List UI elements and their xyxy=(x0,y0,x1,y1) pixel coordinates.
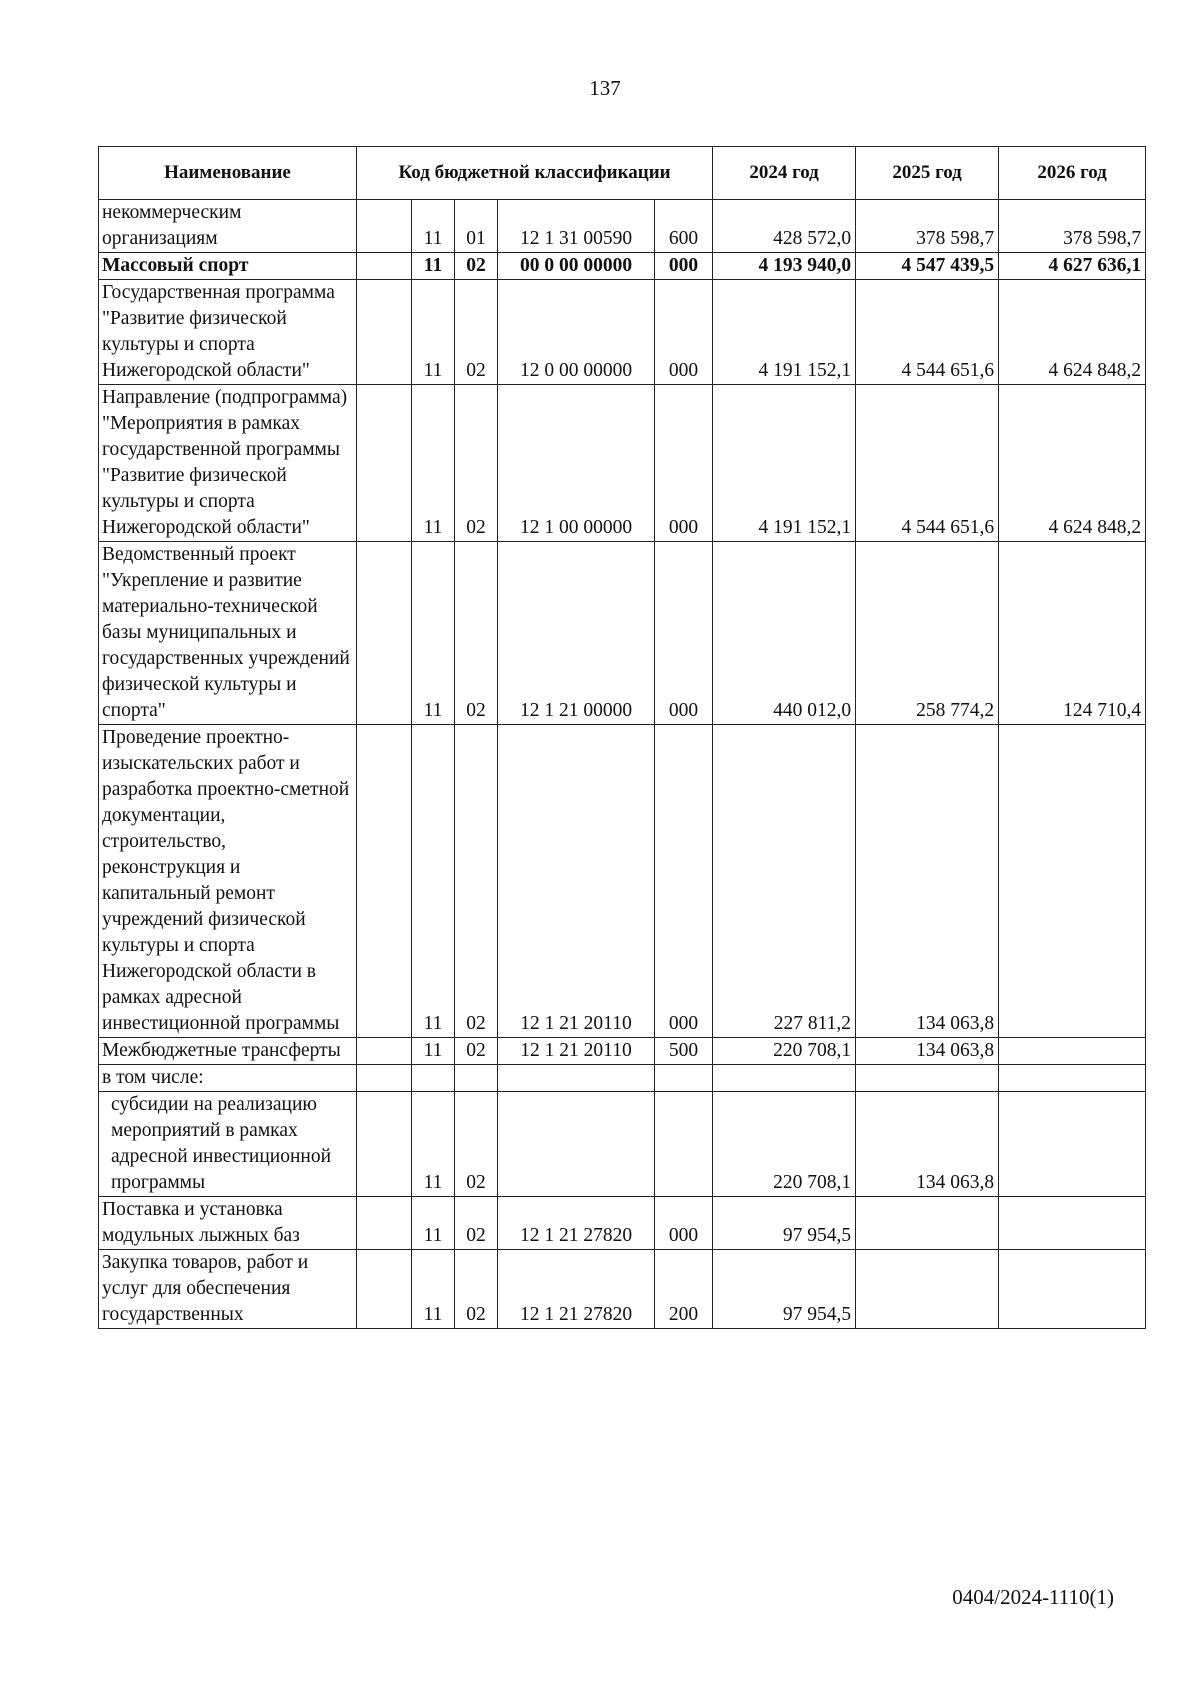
value-2026: 4 624 848,2 xyxy=(999,385,1146,542)
value-2024: 227 811,2 xyxy=(713,725,856,1038)
row-name: Межбюджетные трансферты xyxy=(99,1038,357,1065)
code-blank-cell xyxy=(357,1092,412,1197)
header-name: Наименование xyxy=(99,147,357,200)
code-section: 11 xyxy=(412,1197,455,1250)
code-expense-type: 000 xyxy=(655,1197,713,1250)
document-number: 0404/2024-1110(1) xyxy=(952,1585,1114,1609)
value-2024: 4 193 940,0 xyxy=(713,253,856,280)
table-row xyxy=(99,1197,1146,1250)
value-2025: 4 544 651,6 xyxy=(856,385,999,542)
code-expense-type: 000 xyxy=(655,725,713,1038)
table-row xyxy=(99,253,1146,280)
table-row xyxy=(99,1038,1146,1065)
code-section: 11 xyxy=(412,253,455,280)
code-expense-type xyxy=(655,1092,713,1197)
value-2024: 220 708,1 xyxy=(713,1092,856,1197)
table-row xyxy=(99,280,1146,385)
code-blank-cell xyxy=(357,1038,412,1065)
code-blank-cell xyxy=(357,1250,412,1329)
code-subsection: 02 xyxy=(455,385,498,542)
code-blank-cell xyxy=(357,280,412,385)
code-target-article: 12 1 00 00000 xyxy=(498,385,655,542)
row-name: Закупка товаров, работ и услуг для обеспечения государственных xyxy=(99,1250,357,1329)
code-section: 11 xyxy=(412,200,455,253)
table-row xyxy=(99,725,1146,1038)
code-section xyxy=(412,1065,455,1092)
value-2026 xyxy=(999,1197,1146,1250)
header-2024: 2024 год xyxy=(713,147,856,200)
code-subsection: 02 xyxy=(455,1250,498,1329)
row-name: Проведение проектно-изыскательских работ и разработка проектно-сметной документации, строительство, реконструкция и капитальный ремонт учреждений физической культуры и спорта Нижегородской области в рамках адресной инвестиционной программы xyxy=(99,725,357,1038)
code-target-article: 12 0 00 00000 xyxy=(498,280,655,385)
code-target-article xyxy=(498,1065,655,1092)
header-2026: 2026 год xyxy=(999,147,1146,200)
code-section: 11 xyxy=(412,542,455,725)
code-expense-type: 200 xyxy=(655,1250,713,1329)
code-section: 11 xyxy=(412,1250,455,1329)
code-target-article: 12 1 21 00000 xyxy=(498,542,655,725)
value-2024: 220 708,1 xyxy=(713,1038,856,1065)
code-blank-cell xyxy=(357,1065,412,1092)
table-row xyxy=(99,542,1146,725)
code-subsection: 02 xyxy=(455,1197,498,1250)
code-expense-type: 000 xyxy=(655,385,713,542)
value-2024: 97 954,5 xyxy=(713,1197,856,1250)
code-subsection: 01 xyxy=(455,200,498,253)
value-2026: 4 624 848,2 xyxy=(999,280,1146,385)
value-2025: 134 063,8 xyxy=(856,1038,999,1065)
value-2025: 378 598,7 xyxy=(856,200,999,253)
code-target-article xyxy=(498,1092,655,1197)
code-blank-cell xyxy=(357,385,412,542)
code-expense-type: 000 xyxy=(655,280,713,385)
code-section: 11 xyxy=(412,1038,455,1065)
code-expense-type xyxy=(655,1065,713,1092)
value-2026: 4 627 636,1 xyxy=(999,253,1146,280)
code-expense-type: 500 xyxy=(655,1038,713,1065)
value-2025: 4 544 651,6 xyxy=(856,280,999,385)
code-target-article: 12 1 21 20110 xyxy=(498,1038,655,1065)
code-target-article: 00 0 00 00000 xyxy=(498,253,655,280)
value-2026 xyxy=(999,1092,1146,1197)
code-blank-cell xyxy=(357,542,412,725)
value-2026 xyxy=(999,1250,1146,1329)
value-2026 xyxy=(999,1065,1146,1092)
row-name: некоммерческим организациям xyxy=(99,200,357,253)
header-code: Код бюджетной классификации xyxy=(357,147,713,200)
value-2024: 97 954,5 xyxy=(713,1250,856,1329)
code-subsection: 02 xyxy=(455,280,498,385)
table-row xyxy=(99,1092,1146,1197)
code-subsection: 02 xyxy=(455,1038,498,1065)
code-target-article: 12 1 21 27820 xyxy=(498,1250,655,1329)
header-2025: 2025 год xyxy=(856,147,999,200)
row-name: Государственная программа "Развитие физической культуры и спорта Нижегородской области" xyxy=(99,280,357,385)
value-2025: 4 547 439,5 xyxy=(856,253,999,280)
code-subsection xyxy=(455,1065,498,1092)
code-subsection: 02 xyxy=(455,1092,498,1197)
row-name: в том числе: xyxy=(99,1065,357,1092)
row-name: Направление (подпрограмма) "Мероприятия в рамках государственной программы "Развитие физической культуры и спорта Нижегородской области" xyxy=(99,385,357,542)
value-2025: 134 063,8 xyxy=(856,725,999,1038)
value-2026 xyxy=(999,1038,1146,1065)
row-name: Ведомственный проект "Укрепление и развитие материально-технической базы муниципальных и государственных учреждений физической культуры и спорта" xyxy=(99,542,357,725)
code-subsection: 02 xyxy=(455,253,498,280)
value-2024: 440 012,0 xyxy=(713,542,856,725)
code-section: 11 xyxy=(412,280,455,385)
value-2024: 428 572,0 xyxy=(713,200,856,253)
code-section: 11 xyxy=(412,725,455,1038)
value-2026 xyxy=(999,725,1146,1038)
table-row xyxy=(99,1250,1146,1329)
code-subsection: 02 xyxy=(455,542,498,725)
value-2026: 124 710,4 xyxy=(999,542,1146,725)
table-row xyxy=(99,1065,1146,1092)
budget-table xyxy=(98,146,1146,1329)
code-target-article: 12 1 31 00590 xyxy=(498,200,655,253)
value-2024 xyxy=(713,1065,856,1092)
code-target-article: 12 1 21 27820 xyxy=(498,1197,655,1250)
value-2024: 4 191 152,1 xyxy=(713,280,856,385)
code-blank-cell xyxy=(357,200,412,253)
code-section: 11 xyxy=(412,385,455,542)
code-expense-type: 000 xyxy=(655,253,713,280)
value-2025: 258 774,2 xyxy=(856,542,999,725)
value-2024: 4 191 152,1 xyxy=(713,385,856,542)
code-blank-cell xyxy=(357,1197,412,1250)
table-row xyxy=(99,385,1146,542)
code-section: 11 xyxy=(412,1092,455,1197)
value-2025: 134 063,8 xyxy=(856,1092,999,1197)
value-2025 xyxy=(856,1065,999,1092)
code-blank-cell xyxy=(357,253,412,280)
table-row xyxy=(99,200,1146,253)
table-header-row xyxy=(99,147,1146,200)
value-2025 xyxy=(856,1250,999,1329)
code-expense-type: 000 xyxy=(655,542,713,725)
code-target-article: 12 1 21 20110 xyxy=(498,725,655,1038)
page-number: 137 xyxy=(589,76,621,100)
row-name: Поставка и установка модульных лыжных баз xyxy=(99,1197,357,1250)
value-2026: 378 598,7 xyxy=(999,200,1146,253)
row-name: субсидии на реализацию мероприятий в рамках адресной инвестиционной программы xyxy=(99,1092,357,1197)
code-expense-type: 600 xyxy=(655,200,713,253)
value-2025 xyxy=(856,1197,999,1250)
code-subsection: 02 xyxy=(455,725,498,1038)
row-name: Массовый спорт xyxy=(99,253,357,280)
code-blank-cell xyxy=(357,725,412,1038)
